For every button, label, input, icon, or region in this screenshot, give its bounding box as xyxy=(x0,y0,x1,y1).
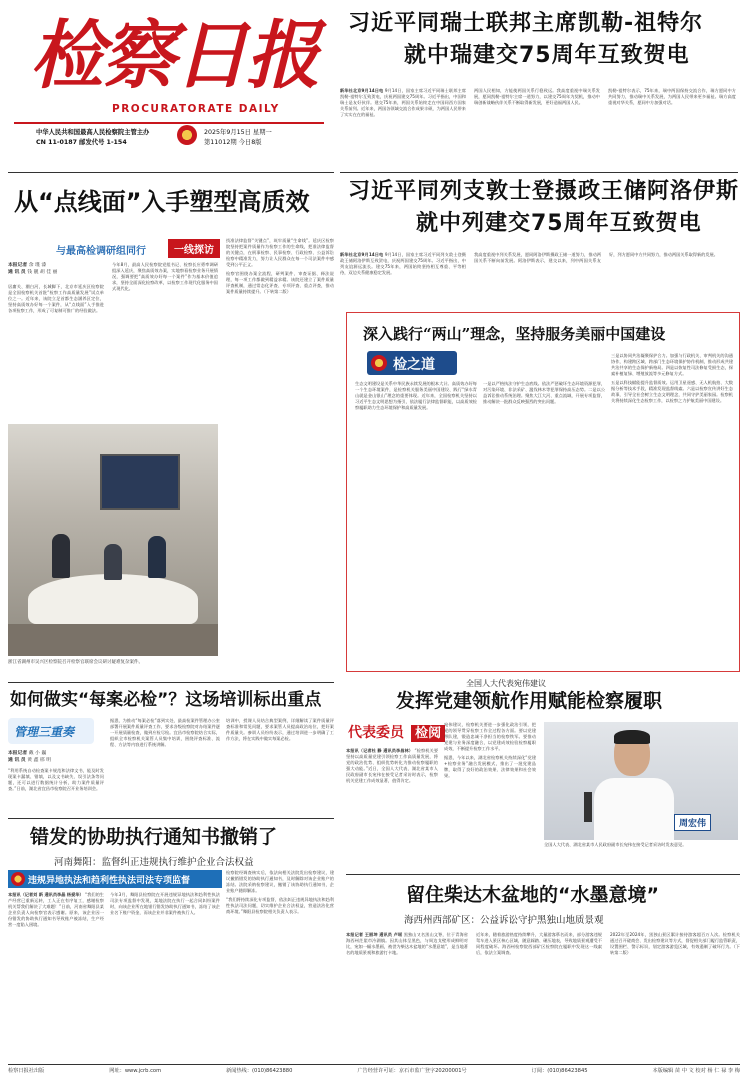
feature2-col3: 培训中，授课人员结合典型案例，详细解读了案件质量评查标准和常见问题，要求案管人员提高政治站位，把好案件质量关。参训人员纷纷表示，通过培训进一步明确了工作方法，将在实践中做实每案必检。 xyxy=(226,718,334,741)
feature1-sub-kicker: 与最高检调研组同行 xyxy=(56,246,146,257)
special-body1: 生态文明建设是关系中华民族永续发展的根本大计。高质效办好每一个生态环境案件，是检察机关服务美丽中国建设、践行“绿水青山就是金山银山”理念的重要体现。近年来，全国检察机关坚持以习近平生态文明思想为指引，依法履行法律监督职能，以高质效检察履职助力生态环境保护和高质量发展。 xyxy=(355,381,477,410)
masthead-subtitle: PROCURATORATE DAILY xyxy=(112,103,280,115)
feature3-body1: “我们的生产经营已重新运转，工人正在有序复工，感谢检察机关帮我们解决了大难题！”日前，河南省舞阳县某企业负责人向检察官表示感谢。原来，该企业因一份错发的协助执行通知书导致账户被冻结，生产经营一度陷入困境。 xyxy=(8,892,104,927)
npc-body1: “检察机关要坚持以高质量党建引领检察工作高质量发展，将党的政治优势、组织优势转化为推动检察履职的强大动能。”近日，全国人大代表、湖北省某市人民政府副市长宛伟在接受记者采访时表示，检察机关党建工作成效显著，值得肯定。 xyxy=(346,748,438,783)
npc-name-tag: 周宏伟 xyxy=(674,814,711,831)
photo-figure xyxy=(52,534,70,578)
footer-item: 检察日报社出版 xyxy=(8,1068,45,1074)
byline1-names: 戴 小 巍 xyxy=(28,751,47,756)
footer-item: 广告经营许可证：京石市监广登字20200001号 xyxy=(357,1068,467,1074)
byline1-label: 本报记者 xyxy=(8,263,28,268)
lead2-headline-line1: 习近平同列支敦士登摄政王储阿洛伊斯 xyxy=(348,179,740,204)
special-col1 xyxy=(355,381,477,667)
npc-body3: 据悉，今年以来，湖北省检察机关持续深化“党建+检察业务”融合发展模式，推出了一批党建品牌，取得了良好的政治效果、法律效果和社会效果。 xyxy=(444,755,536,778)
feature1 xyxy=(8,176,334,676)
lead-story-2 xyxy=(340,176,738,306)
feature4-subhead: 海西州西部矿区：公益诉讼守护黑独山地质景观 xyxy=(404,915,604,926)
photo-hair xyxy=(614,730,650,744)
photo-table xyxy=(28,574,198,624)
feature3-body4: “我们将持续深化专项监督，依法纠正违规异地执法和趋利性执法司法问题，切实维护企业合法权益，营造法治化营商环境。”舞阳县检察院相关负责人表示。 xyxy=(226,897,334,914)
lead1-col3: 凯勒-祖特尔表示，75年来，瑞中两国保持交流合作，瑞方愿同中方共同努力，推动瑞中关系发展，为两国人民带来更多福祉。瑞方高度重视对华关系，愿同中方加强对话。 xyxy=(608,88,736,105)
lead2-col1 xyxy=(340,252,466,306)
feature3-col2: 今年3月，舞阳县检察院在开展违规异地执法和趋利性执法司法专项监督中发现，某地法院在执行一起合同纠纷案件时，向该企业所在地银行错发协助执行通知书，冻结了该企业名下账户资金，而该企业并非案件被执行人。 xyxy=(110,892,220,915)
feature4-col1 xyxy=(346,932,468,1058)
lead2-headline-line2: 就中列建交75周年互致贺电 xyxy=(416,211,702,236)
feature1-photo xyxy=(8,424,218,656)
byline2-label: 通 讯 员 xyxy=(8,758,26,763)
npc-column-tag-text: 代表委员 xyxy=(348,725,404,741)
footer-item: 本版编辑 苗 中 文 校对 杨 仁 禄 李 梅 xyxy=(652,1068,740,1074)
photo-figure xyxy=(104,544,122,580)
feature4-byline: 本报记者 王丽坤 通讯员 卢瑶 xyxy=(346,932,403,937)
special-column-badge xyxy=(367,351,457,375)
special-body4: 五是以科技赋能提升监督质效。运用卫星遥感、无人机航拍、大数据分析等技术手段，精准发现监督线索。六是以检察宣传讲好生态故事，引导全社会树立生态文明理念，共同守护美丽家园。检察机关将持续深化生态检察工作，以检察之力护航美丽中国建设。 xyxy=(611,380,733,403)
byline2-names: 黄 鑫 邢 明 xyxy=(27,758,52,763)
feature2-logo xyxy=(8,718,94,744)
npc-byline: 本报讯（记者杜 静 通讯员李昌林） xyxy=(346,748,414,753)
photo-screen xyxy=(100,454,180,510)
npc-photo xyxy=(544,722,738,840)
emblem-icon xyxy=(371,355,387,371)
special-body3: 三是以协同共治凝聚保护合力。加强与行政机关、审判机关的沟通协作，构建跨区域、跨部门生态环境保护协作机制，推动形成共建共治共享的生态保护新格局。四是以恢复性司法修复受损生态，探索补植复绿、增殖放流等多元修复方式。 xyxy=(611,353,733,376)
feature2-logo-text: 管理三重奏 xyxy=(14,725,75,739)
npc-col2 xyxy=(444,722,536,868)
feature3-headline: 错发的协助执行通知书撤销了 xyxy=(30,826,278,848)
special-col2: 一是以严格执法守护生态底线。依法严惩破坏生态环境资源犯罪，对污染环境、非法采矿、滥伐林木等犯罪保持高压态势。二是以公益诉讼推动系统治理。聚焦大江大河、重点流域，开展专项监督，推动解决一批群众反映强烈的突出问题。 xyxy=(483,381,605,404)
emblem-icon xyxy=(177,125,197,145)
feature3-col1 xyxy=(8,892,104,1058)
photo-body xyxy=(594,778,674,840)
feature4-col3: 2022年至2024年，黑独山景区累计接待游客超百万人次。检察机关通过召开磋商会、发出检察建议等方式，督促相关部门履行监管职责，设置围栏、警示标识，划定游客游览区域，有效遏制了破坏行为。（下转第二版） xyxy=(610,932,740,955)
footer xyxy=(8,1067,740,1077)
lead1-headline-line2: 就中瑞建交75周年互致贺电 xyxy=(404,43,690,68)
feature2-byline xyxy=(8,750,98,764)
cn-line: CN 11-0187 邮发代号 1-154 xyxy=(36,139,127,146)
feature4 xyxy=(346,878,740,1062)
byline1-names: 余 瑾 漆 xyxy=(28,263,47,268)
npc-story xyxy=(346,678,740,870)
feature1-byline xyxy=(8,262,104,282)
issue-line: 第11012期 今日8版 xyxy=(204,139,262,146)
feature1-body3: 找准法律监督“关键点”，筑牢质量“生命线”。延庆区检察院坚持把案件质量作为检察工作的生命线，把准法律监督的关键点，在刑事检察、民事检察、行政检察、公益诉讼检察中精准发力，努力让人民群众在每一个司法案件中感受到公平正义。 xyxy=(226,238,334,267)
divider xyxy=(8,172,334,173)
lead1-headline-line1: 习近平同瑞士联邦主席凯勒-祖特尔 xyxy=(348,11,704,36)
feature2-headline: 如何做实“每案必检”？这场培训标出重点 xyxy=(10,690,322,710)
divider xyxy=(8,818,334,819)
lead1-col1 xyxy=(340,88,466,174)
special-column-name: 检之道 xyxy=(393,357,435,373)
feature1-photo-caption: 浙江省湖州市吴兴区检察院召开检察官联席会议研讨疑难复杂案件。 xyxy=(8,660,143,665)
feature3-tag-text: 违规异地执法和趋利性执法司法专项监督 xyxy=(28,876,191,886)
npc-photo-caption: 全国人大代表、湖北省某市人民政府副市长宛伟在接受记者采访时发表意见。 xyxy=(544,842,687,847)
lead1-col2: 两国人民相知，方能使两国关系行稳致远。我高度重视中瑞关系发展，愿同凯勒-祖特尔主席一道努力，以建交75周年为契机，推动中瑞创新战略伙伴关系不断取得新发展，更好造福两国人民。 xyxy=(474,88,600,105)
divider xyxy=(346,874,740,875)
feature2 xyxy=(8,686,334,816)
feature1-col3 xyxy=(226,238,334,660)
feature1-body4: 检察官围绕办案全流程，研判案件、审查证据、释法说理，每一项工作都做到精益求精。该院还建立了案件质量评查机制，通过常态化评查、专项评查、重点评查，推动案件质量持续提升。（下转第二版） xyxy=(226,271,334,294)
footer-item: 订阅：(010)86423845 xyxy=(531,1068,588,1074)
npc-body2: 宛伟建议，检察机关要进一步强化政治引领，把党的领导贯穿检察工作全过程各方面。要以党建带队建，锻造忠诚干净担当的检察铁军。要推动党建与业务深度融合，以党建成效检验检察履职成效，不断提升检察工作水平。 xyxy=(444,722,536,751)
byline1-label: 本报记者 xyxy=(8,751,28,756)
npc-column-tag2: 检阅 xyxy=(411,725,445,742)
feature3-body3: 检察院经调查核实后，依法向相关法院发出检察建议，建议撤销错发的协助执行通知书，及时解除对该企业账户的冻结。法院采纳检察建议，撤销了该协助执行通知书，企业账户随即解冻。 xyxy=(226,870,334,893)
feature1-headline: 从“点线面”入手塑型高质效 xyxy=(14,188,310,216)
lead1-body1: 9月14日，国家主席习近平同瑞士联邦主席凯勒-祖特尔互致贺电，庆祝两国建交75周年。习近平指出，中国和瑞士是友好伙伴。建交75年来，两国关系始终走在中国同西方国家关系前列。近年来，两国各领域交流合作成果丰硕，为两国人民带来了实实在在的福祉。 xyxy=(340,88,466,117)
lead1-dateline: 新华社北京9月14日电 xyxy=(340,88,384,93)
npc-kicker: 全国人大代表宛伟建议 xyxy=(466,679,546,688)
photo-figure xyxy=(148,536,166,578)
org-line: 中华人民共和国最高人民检察院主管主办 xyxy=(36,129,150,136)
divider xyxy=(8,682,334,683)
npc-col1 xyxy=(346,748,438,868)
npc-headline: 发挥党建领航作用赋能检察履职 xyxy=(396,690,663,712)
photo-floor xyxy=(8,624,218,656)
feature2-col2: 据悉，为推动“每案必检”落到实处，最高检案件管理办公室部署开展案件质量评查工作，要求各级检察院对办结案件逐一开展质量检查，做到应检尽检。宜昌市检察院结合实际，组织全市检察机关案管人员集中培训，围绕评查标准、流程、方法等内容进行系统讲解。 xyxy=(110,718,220,747)
feature3-tag xyxy=(8,870,222,888)
feature3 xyxy=(8,822,334,1062)
byline2-label: 通 讯 员 xyxy=(8,270,26,275)
feature4-body1: 黑独山又名黑山文脊，位于青海省海西州茫崖市冷湖镇。因其山体呈黑色，与周边戈壁形成鲜明对比，宛如一幅水墨画，被誉为柴达木盆地的“水墨意境”，是当地著名的地质景观和旅游打卡地。 xyxy=(346,932,468,955)
byline2-names: 钱 靓 胡 佳 丽 xyxy=(27,270,58,275)
special-headline: 深入践行“两山”理念，坚持服务美丽中国建设 xyxy=(363,325,666,343)
feature3-subhead: 河南舞阳：监督纠正违规执行维护企业合法权益 xyxy=(54,857,254,868)
lead2-body1: 9月14日，国家主席习近平同列支敦士登摄政王储阿洛伊斯互致贺电，庆祝两国建交75周年。习近平指出，中列友谊源远流长。建交75年来，两国始终坚持相互尊重、平等相待，双边关系健康稳定发展。 xyxy=(340,252,466,275)
special-col3 xyxy=(611,353,733,667)
feature3-byline: 本报讯（记者刘 新 通讯员李晶 杨爱华） xyxy=(8,892,84,897)
date-line: 2025年9月15日 星期一 xyxy=(204,129,272,136)
emblem-icon xyxy=(11,872,25,886)
feature1-tag: 一线探访 xyxy=(168,239,220,258)
feature4-col2: 近年来，随着旅游热度持续攀升，大量游客慕名而来，部分游客违规驾车进入景区核心区域，随意踩踏、碾压地表，导致地质景观遭受不同程度破坏。海西州检察院西部矿区检察院在履职中发现这一线索后，依法立案调查。 xyxy=(476,932,602,955)
feature1-col2: 今年8月，最高人民检察院党组书记、检察长应勇率调研组深入延庆，聚焦高质效办案，实地察看检察业务开展情况，强调要把“高质效办好每一个案件”作为基本价值追求，坚持全面深化检察改革，以检察工作现代化服务中国式现代化。 xyxy=(112,262,218,291)
masthead-rule xyxy=(14,122,324,124)
feature3-col3 xyxy=(226,870,334,1058)
photo-microphone xyxy=(584,792,592,822)
npc-column-tag xyxy=(348,722,445,742)
special-box xyxy=(346,312,740,672)
lead-story-1 xyxy=(340,8,738,168)
lead2-dateline: 新华社北京9月14日电 xyxy=(340,252,384,257)
divider xyxy=(340,172,738,173)
masthead-title: 检察日报 xyxy=(30,13,318,99)
feature4-headline: 留住柴达木盆地的“水墨意境” xyxy=(406,884,659,906)
feature2-col1: “利用系统自动检查案卡规范和法律文书，能及时发现案卡漏填、错填，以及文书缺失、误引法条等问题，还可以进行数据统计分析，助力案件质量评查。”日前，湖北省宜昌市检察院召开业务培训会。 xyxy=(8,768,104,791)
lead2-col2: 我高度重视中列关系发展，愿同阿洛伊斯摄政王储一道努力，推动两国关系不断向前发展。阿洛伊斯表示，建交以来，列中两国关系友好，列方愿同中方共同努力，推动两国关系取得新的发展。 xyxy=(474,252,718,263)
footer-item: 新闻热线：(010)86423880 xyxy=(226,1068,293,1074)
feature1-col1: 居庸关、潮白河，长城脚下，北京市延庆区检察院是全国检察机关首批“检察工作高质量发展”试点单位之一。近年来，该院立足首都生态涵养区定位，坚持高质效办好每一个案件，从“点线面”入手推进各项检察工作，形成了可复制可推广的经验做法。 xyxy=(8,284,104,313)
footer-rule xyxy=(8,1064,740,1065)
footer-item: 网址：www.jcrb.com xyxy=(109,1068,162,1074)
masthead xyxy=(14,8,324,168)
